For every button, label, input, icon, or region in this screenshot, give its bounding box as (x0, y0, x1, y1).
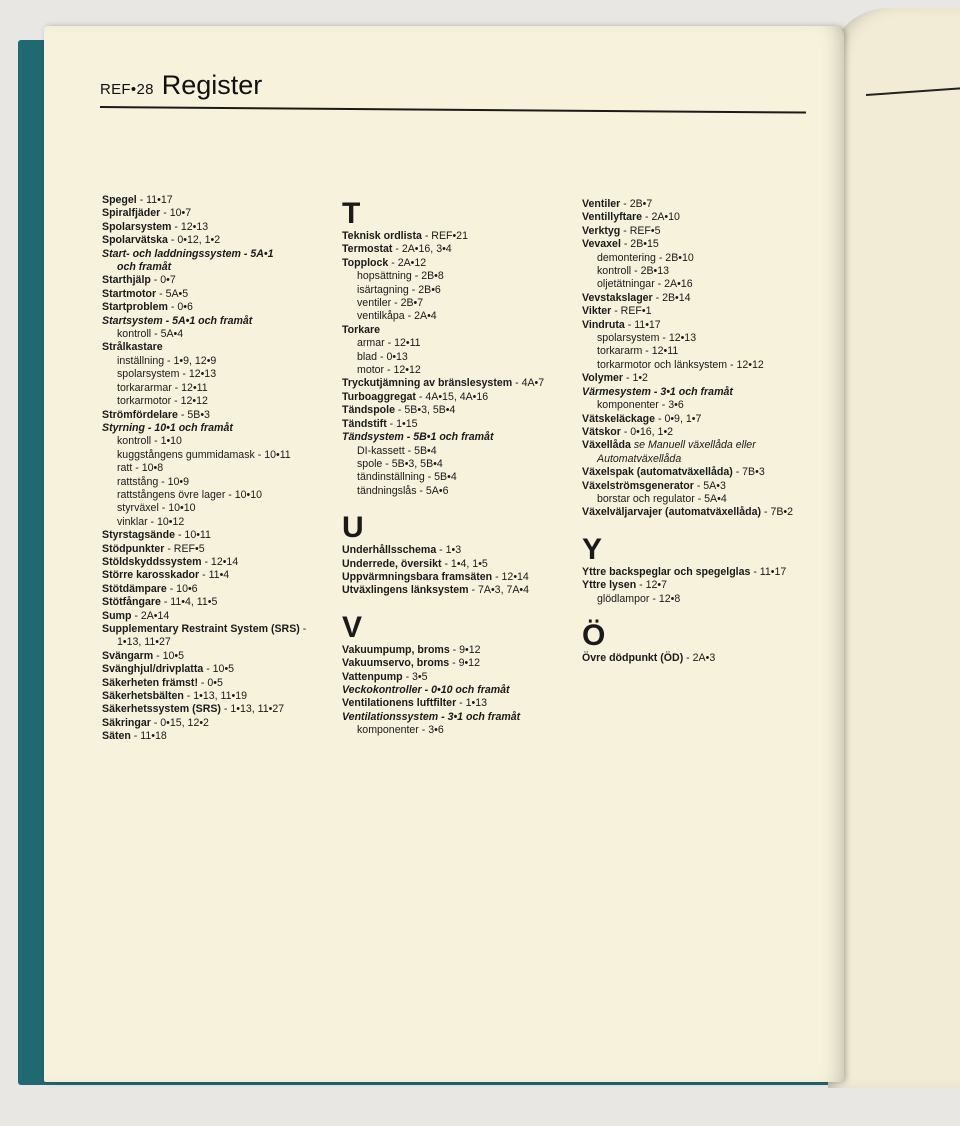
index-entry (102, 301, 328, 314)
subentry-text: spolarsystem - 12•13 (117, 368, 217, 381)
entry-heading: Tändspole (342, 404, 395, 417)
entry-continuation (102, 636, 328, 649)
entry-reference: - 10•5 (203, 663, 235, 676)
subentry-text: rattstång - 10•9 (117, 475, 190, 488)
entry-reference: - 12•14 (492, 570, 529, 583)
subentry-text: hopsättning - 2B•8 (357, 270, 444, 283)
letter-spacer (582, 520, 822, 534)
entry-reference: - (299, 623, 307, 635)
entry-heading: Strålkastare (102, 341, 163, 354)
index-subentry (582, 359, 822, 372)
entry-reference: - 1•3 (436, 544, 462, 557)
entry-heading: Spiralfjäder (102, 207, 161, 220)
index-entry (102, 623, 328, 636)
entry-heading: Veckokontroller - 0•10 och framåt (342, 683, 510, 696)
index-entry-italic (342, 684, 578, 697)
entry-heading: Svängarm (102, 649, 154, 662)
index-entry (102, 274, 328, 287)
entry-heading: Vattenpump (342, 670, 403, 683)
subentry-text: inställning - 1•9, 12•9 (117, 354, 217, 367)
subentry-text: kontroll - 2B•13 (597, 265, 670, 278)
index-entry (582, 480, 822, 493)
entry-heading: Yttre backspeglar och spegelglas (582, 565, 751, 578)
subentry-text: oljetätningar - 2A•16 (597, 278, 693, 291)
index-subentry (102, 328, 328, 341)
facing-page (828, 8, 960, 1088)
index-entry (102, 529, 328, 542)
entry-reference: - 11•4 (199, 569, 230, 582)
index-subentry (102, 435, 328, 448)
index-entry (102, 341, 328, 354)
subentry-text: torkararmar - 12•11 (117, 381, 208, 394)
index-entry (102, 610, 328, 623)
entry-reference: - 10•11 (175, 529, 211, 542)
entry-heading: Växellåda (582, 439, 631, 452)
index-entry (582, 305, 822, 318)
entry-heading: Stödpunkter (102, 542, 165, 555)
index-subentry (342, 724, 578, 737)
entry-reference: - 12•7 (636, 579, 667, 592)
index-subentry (582, 332, 822, 345)
index-entry (102, 221, 328, 234)
entry-heading: Termostat (342, 243, 393, 256)
section-letter: T (342, 197, 361, 230)
index-entry (342, 544, 578, 557)
entry-reference: - 11•17 (624, 318, 661, 331)
letter-spacer (582, 606, 822, 620)
entry-heading: Tändstift (342, 417, 387, 430)
entry-reference: se Manuell växellåda eller (630, 439, 756, 452)
entry-continuation (102, 261, 328, 274)
entry-heading: Vevaxel (582, 238, 621, 251)
entry-reference: - 10•6 (166, 582, 198, 595)
entry-reference: - 2A•14 (131, 609, 170, 622)
entry-reference: - 1•13, 11•27 (220, 703, 285, 716)
entry-reference: - 0•7 (150, 274, 176, 287)
subentry-text: kuggstångens gummidamask - 10•11 (117, 448, 291, 461)
entry-reference: - 9•12 (449, 643, 481, 656)
subentry-text: demontering - 2B•10 (597, 251, 694, 264)
entry-heading: Stötfångare (102, 596, 161, 609)
entry-heading: Topplock (342, 256, 389, 269)
entry-reference: - 10•5 (153, 649, 185, 662)
entry-heading: Turboaggregat (342, 390, 416, 403)
entry-reference: - 0•15, 12•2 (150, 716, 209, 729)
index-entry (582, 413, 822, 426)
section-letter: V (342, 610, 363, 644)
index-subentry (342, 284, 578, 297)
entry-reference: - 2A•12 (388, 256, 427, 269)
entry-heading: Yttre lysen (582, 579, 637, 592)
entry-heading: Verktyg (582, 224, 621, 237)
subentry-text: komponenter - 3•6 (597, 399, 684, 412)
entry-heading: Underrede, översikt (342, 557, 442, 570)
index-entry (102, 583, 328, 596)
index-entry (582, 372, 822, 385)
subentry-text: styrväxel - 10•10 (117, 502, 196, 515)
subentry-text: spolarsystem - 12•13 (597, 332, 697, 345)
index-entry (102, 596, 328, 609)
entry-reference: - 11•17 (750, 565, 787, 578)
index-entry (342, 243, 578, 256)
entry-reference: - 0•5 (197, 676, 223, 689)
index-entry-italic (102, 315, 328, 328)
subentry-text: glödlampor - 12•8 (597, 592, 681, 605)
index-entry (582, 198, 822, 211)
index-subentry (582, 265, 822, 278)
index-entry (102, 543, 328, 556)
subentry-text: kontroll - 5A•4 (117, 328, 184, 341)
index-entry (582, 652, 822, 665)
section-letter: Ö (582, 618, 606, 652)
entry-heading: Vätskeläckage (582, 412, 656, 425)
index-entry (582, 566, 822, 579)
index-subentry (102, 355, 328, 368)
index-subentry (102, 368, 328, 381)
index-entry (582, 506, 822, 519)
index-entry (582, 238, 822, 251)
entry-reference: - 2A•3 (683, 651, 716, 664)
index-entry (582, 319, 822, 332)
entry-heading: Torkare (342, 323, 381, 336)
entry-heading: Tryckutjämning av bränslesystem (342, 377, 513, 390)
entry-heading: Ventilationens luftfilter (342, 697, 457, 710)
entry-heading: Vätskor (582, 425, 621, 438)
index-subentry (102, 382, 328, 395)
index-entry (342, 558, 578, 571)
index-subentry (582, 593, 822, 606)
entry-heading: Volymer (582, 372, 624, 385)
subentry-text: motor - 12•12 (357, 364, 421, 377)
page-number: REF•28 (100, 81, 154, 98)
subentry-text: rattstångens övre lager - 10•10 (117, 488, 263, 501)
subentry-text: torkarmotor - 12•12 (117, 395, 208, 408)
entry-heading: Starthjälp (102, 274, 151, 287)
index-column-3 (582, 198, 822, 665)
entry-heading: Spegel (102, 194, 137, 206)
index-subentry (342, 364, 578, 377)
subentry-text: torkararm - 12•11 (597, 345, 679, 358)
entry-heading: Tändsystem - 5B•1 och framåt (342, 431, 494, 444)
index-entry (582, 439, 822, 452)
index-entry (342, 377, 578, 390)
index-subentry (342, 471, 578, 484)
index-subentry (342, 458, 578, 471)
index-entry (102, 207, 328, 220)
subentry-text: borstar och regulator - 5A•4 (597, 492, 727, 505)
entry-reference: - 1•4, 1•5 (441, 557, 488, 570)
index-entry (102, 556, 328, 569)
entry-heading: Utväxlingens länksystem (342, 584, 469, 597)
entry-heading: Säkerhetssystem (SRS) (102, 703, 221, 716)
entry-heading: Uppvärmningsbara framsäten (342, 570, 493, 583)
index-entry (102, 717, 328, 730)
section-letter: U (342, 511, 364, 545)
subentry-text: blad - 0•13 (357, 350, 408, 363)
index-entry (342, 257, 578, 270)
entry-heading: Säkringar (102, 716, 151, 729)
entry-heading: Start- och laddningssystem - 5A•1 (102, 247, 274, 260)
entry-heading: Stöldskyddssystem (102, 555, 202, 568)
entry-heading: och framåt (117, 261, 172, 274)
entry-reference: - 5B•3 (177, 408, 210, 421)
entry-reference: - 7B•2 (761, 506, 794, 519)
subentry-text: tändinställning - 5B•4 (357, 471, 457, 484)
entry-heading: Vakuumservo, broms (342, 657, 450, 670)
index-subentry (102, 462, 328, 475)
index-subentry (102, 502, 328, 515)
entry-heading: Spolarvätska (102, 234, 168, 247)
entry-reference: - 9•12 (449, 657, 480, 670)
index-entry (102, 569, 328, 582)
entry-heading: Växelväljarvajer (automatväxellåda) (582, 506, 762, 519)
entry-reference: - 0•9, 1•7 (655, 412, 702, 425)
index-entry (102, 703, 328, 716)
index-entry (342, 671, 578, 684)
entry-reference: - 4A•7 (512, 377, 545, 390)
index-entry (342, 230, 578, 243)
entry-reference: - 11•18 (130, 730, 167, 743)
entry-heading: Startsystem - 5A•1 och framåt (102, 314, 253, 327)
index-subentry (102, 395, 328, 408)
entry-heading: Svänghjul/drivplatta (102, 663, 204, 676)
index-subentry (342, 297, 578, 310)
index-entry (582, 211, 822, 224)
entry-heading: Ventilationssystem - 3•1 och framåt (342, 710, 521, 723)
index-entry (342, 657, 578, 670)
entry-heading: Ventillyftare (582, 211, 643, 224)
entry-reference: 1•13, 11•27 (117, 636, 171, 649)
entry-heading: Underhållsschema (342, 544, 437, 557)
entry-reference: - REF•21 (421, 230, 468, 242)
subentry-text: spole - 5B•3, 5B•4 (357, 457, 443, 470)
index-column-2 (342, 198, 578, 738)
index-entry (102, 690, 328, 703)
entry-heading: Vikter (582, 305, 612, 318)
entry-heading: Säten (102, 730, 131, 743)
index-subentry (102, 449, 328, 462)
section-letter: Y (582, 532, 603, 566)
subentry-text: isärtagning - 2B•6 (357, 283, 441, 296)
index-entry (582, 426, 822, 439)
letter-spacer (342, 498, 578, 512)
entry-reference: - 11•4, 11•5 (160, 596, 218, 609)
index-entry (582, 466, 822, 479)
index-subentry (102, 489, 328, 502)
entry-heading: Värmesystem - 3•1 och framåt (582, 385, 733, 398)
page-title: Register (161, 70, 263, 100)
index-entry-italic (582, 386, 822, 399)
subentry-text: kontroll - 1•10 (117, 435, 182, 448)
entry-reference: - 1•13, 11•19 (183, 690, 248, 703)
subentry-text: vinklar - 10•12 (117, 515, 185, 528)
subentry-text: DI-kassett - 5B•4 (357, 444, 437, 457)
index-entry (102, 650, 328, 663)
entry-reference: - 4A•15, 4A•16 (415, 390, 489, 403)
entry-reference: - 12•13 (171, 220, 209, 233)
entry-heading: Större karosskador (102, 569, 200, 582)
entry-reference: - 7B•3 (732, 466, 765, 479)
entry-reference: - 0•16, 1•2 (620, 425, 674, 438)
index-entry (582, 292, 822, 305)
entry-reference: - 1•2 (623, 372, 648, 385)
entry-reference: - 5A•5 (156, 287, 189, 300)
entry-reference: - 0•12, 1•2 (167, 234, 221, 247)
entry-reference: Automatväxellåda (597, 452, 682, 465)
index-entry (342, 418, 578, 431)
subentry-text: ventilkåpa - 2A•4 (357, 310, 437, 323)
subentry-text: ventiler - 2B•7 (357, 297, 424, 310)
index-entry (102, 409, 328, 422)
index-subentry (582, 493, 822, 506)
entry-heading: Vindruta (582, 318, 625, 331)
index-entry (582, 225, 822, 238)
entry-reference: - 3•5 (402, 670, 428, 683)
entry-reference: - 7A•3, 7A•4 (468, 584, 530, 597)
entry-reference: - 2B•7 (620, 198, 653, 210)
entry-heading: Växelströmsgenerator (582, 479, 694, 492)
entry-heading: Teknisk ordlista (342, 230, 422, 242)
entry-heading: Vakuumpump, broms (342, 643, 450, 656)
entry-heading: Styrstagsände (102, 529, 176, 542)
entry-reference: - 11•17 (136, 194, 173, 206)
subentry-text: armar - 12•11 (357, 337, 421, 350)
entry-heading: Säkerheten främst! (102, 676, 198, 689)
entry-heading: Övre dödpunkt (ÖD) (582, 651, 684, 664)
subentry-text: tändningslås - 5A•6 (357, 484, 449, 497)
subentry-text: torkarmotor och länksystem - 12•12 (597, 358, 764, 371)
entry-heading: Startmotor (102, 287, 157, 300)
entry-continuation (582, 453, 822, 466)
entry-reference: - 10•7 (160, 207, 192, 220)
index-entry-italic (342, 711, 578, 724)
entry-reference: - REF•5 (620, 224, 661, 237)
subentry-text: ratt - 10•8 (117, 462, 164, 475)
entry-heading: Startproblem (102, 301, 168, 314)
index-subentry (582, 252, 822, 265)
index-entry-italic (102, 422, 328, 435)
index-subentry (582, 399, 822, 412)
letter-spacer (342, 598, 578, 612)
entry-reference: - 2A•16, 3•4 (392, 243, 452, 256)
index-subentry (342, 445, 578, 458)
index-entry (102, 730, 328, 743)
entry-heading: Ventiler (582, 198, 621, 210)
index-subentry (102, 516, 328, 529)
entry-reference: - 2B•14 (652, 291, 691, 304)
index-entry-italic (342, 431, 578, 444)
index-entry (582, 579, 822, 592)
entry-heading: Säkerhetsbälten (102, 690, 184, 703)
index-entry (342, 571, 578, 584)
entry-reference: - 0•6 (167, 301, 193, 314)
page-header (100, 70, 262, 101)
index-entry (342, 324, 578, 337)
index-column-1 (102, 194, 328, 744)
index-subentry (342, 351, 578, 364)
entry-heading: Vevstakslager (582, 291, 653, 304)
index-subentry (342, 485, 578, 498)
entry-reference: - 5B•3, 5B•4 (394, 404, 456, 417)
entry-reference: - 2B•15 (620, 238, 659, 251)
entry-reference: - 12•14 (201, 555, 239, 568)
entry-reference: - REF•1 (611, 305, 652, 318)
index-subentry (342, 270, 578, 283)
index-entry (342, 404, 578, 417)
index-entry (342, 644, 578, 657)
index-entry (102, 234, 328, 247)
index-subentry (342, 337, 578, 350)
entry-heading: Spolarsystem (102, 220, 172, 233)
index-subentry (582, 278, 822, 291)
entry-heading: Stötdämpare (102, 582, 167, 595)
entry-heading: Sump (102, 609, 132, 622)
index-entry-italic (102, 248, 328, 261)
subentry-text: komponenter - 3•6 (357, 724, 444, 737)
index-entry (342, 584, 578, 597)
entry-reference: - 2A•10 (642, 211, 680, 224)
index-subentry (342, 310, 578, 323)
entry-reference: - 5A•3 (693, 479, 726, 492)
entry-reference: - REF•5 (164, 542, 205, 555)
entry-heading: Styrning - 10•1 och framåt (102, 421, 233, 434)
entry-heading: Strömfördelare (102, 408, 178, 421)
index-subentry (582, 345, 822, 358)
entry-reference: - 1•15 (386, 417, 418, 430)
index-entry (102, 288, 328, 301)
entry-reference: - 1•13 (456, 697, 488, 710)
index-entry (102, 194, 328, 207)
index-entry (342, 697, 578, 710)
index-subentry (102, 476, 328, 489)
entry-heading: Växelspak (automatväxellåda) (582, 466, 733, 479)
index-entry (342, 391, 578, 404)
index-entry (102, 663, 328, 676)
entry-heading: Supplementary Restraint System (SRS) (102, 623, 300, 635)
index-entry (102, 677, 328, 690)
